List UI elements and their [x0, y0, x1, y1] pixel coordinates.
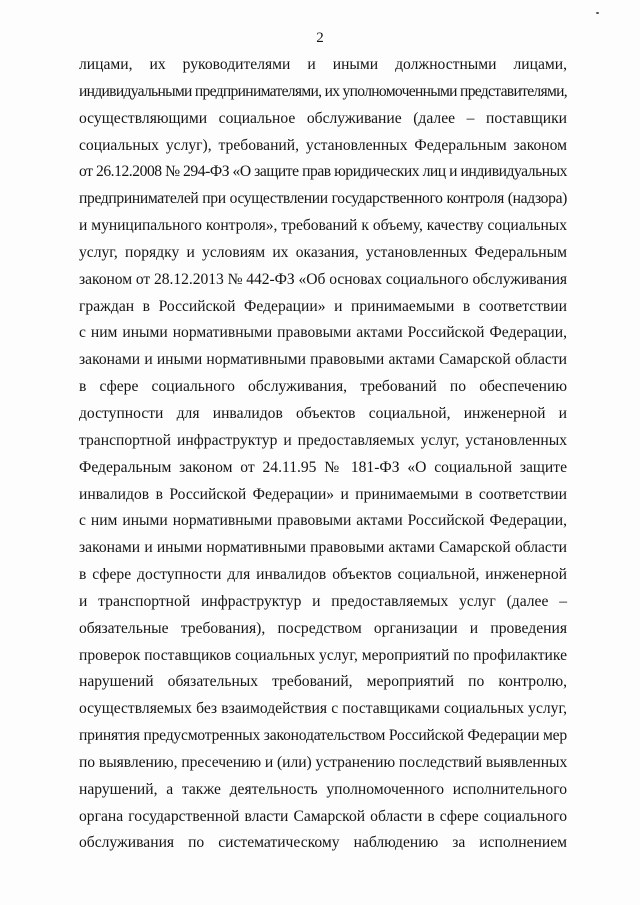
body-text	[79, 52, 567, 857]
text-line: доступности для инвалидов объектов социальной, инженерной и	[79, 404, 567, 422]
text-line: осуществляющими социальное обслуживание (далее – поставщики	[79, 109, 567, 127]
text-line: нарушений, а также деятельность уполномоченного исполнительного	[79, 780, 567, 798]
text-line: транспортной инфраструктур и предоставляемых услуг, установленных	[79, 431, 567, 449]
text-line: законами и иными нормативными правовыми актами Самарской области	[79, 539, 567, 557]
text-line: с ним иными нормативными правовыми актами Российской Федерации,	[79, 324, 567, 342]
text-line: социальных услуг), требований, установленных Федеральным законом	[79, 136, 567, 154]
text-line: обязательные требования), посредством организации и проведения	[79, 619, 567, 637]
text-line: инвалидов в Российской Федерации» и принимаемыми в соответствии	[79, 485, 567, 503]
scan-speck	[596, 12, 599, 14]
text-line: осуществляемых без взаимодействия с поставщиками социальных услуг,	[79, 700, 567, 718]
text-line: в сфере доступности для инвалидов объектов социальной, инженерной	[79, 566, 567, 584]
text-line: в сфере социального обслуживания, требований по обеспечению	[79, 378, 567, 396]
text-line: индивидуальными предпринимателями, их уполномоченными представителями,	[79, 82, 567, 100]
text-line: проверок поставщиков социальных услуг, мероприятий по профилактике	[79, 646, 567, 664]
text-line: от 26.12.2008 № 294-ФЗ «О защите прав юридических лиц и индивидуальных	[79, 163, 567, 181]
text-line: органа государственной власти Самарской области в сфере социального	[79, 807, 567, 825]
text-line: с ним иными нормативными правовыми актами Российской Федерации,	[79, 512, 567, 530]
text-line: и транспортной инфраструктур и предоставляемых услуг (далее –	[79, 592, 567, 610]
text-line: законами и иными нормативными правовыми актами Самарской области	[79, 351, 567, 369]
text-line: лицами, их руководителями и иными должностными лицами,	[79, 56, 567, 73]
text-line: граждан в Российской Федерации» и принимаемыми в соответствии	[79, 297, 567, 315]
text-line: услуг, порядку и условиям их оказания, установленных Федеральным	[79, 243, 567, 261]
text-line: предпринимателей при осуществлении государственного контроля (надзора)	[79, 190, 567, 208]
text-line: законом от 28.12.2013 № 442-ФЗ «Об основах социального обслуживания	[79, 270, 567, 288]
text-line: нарушений обязательных требований, мероприятий по контролю,	[79, 673, 567, 691]
text-line: Федеральным законом от 24.11.95 № 181-ФЗ «О социальной защите	[79, 458, 567, 476]
text-line: принятия предусмотренных законодательством Российской Федерации мер	[79, 727, 567, 745]
text-line: и муниципального контроля», требований к объему, качеству социальных	[79, 217, 567, 235]
page-number: 2	[316, 30, 324, 46]
text-line: по выявлению, пресечению и (или) устранению последствий выявленных	[79, 753, 568, 771]
text-line: обслуживания по систематическому наблюдению за исполнением	[79, 834, 567, 852]
